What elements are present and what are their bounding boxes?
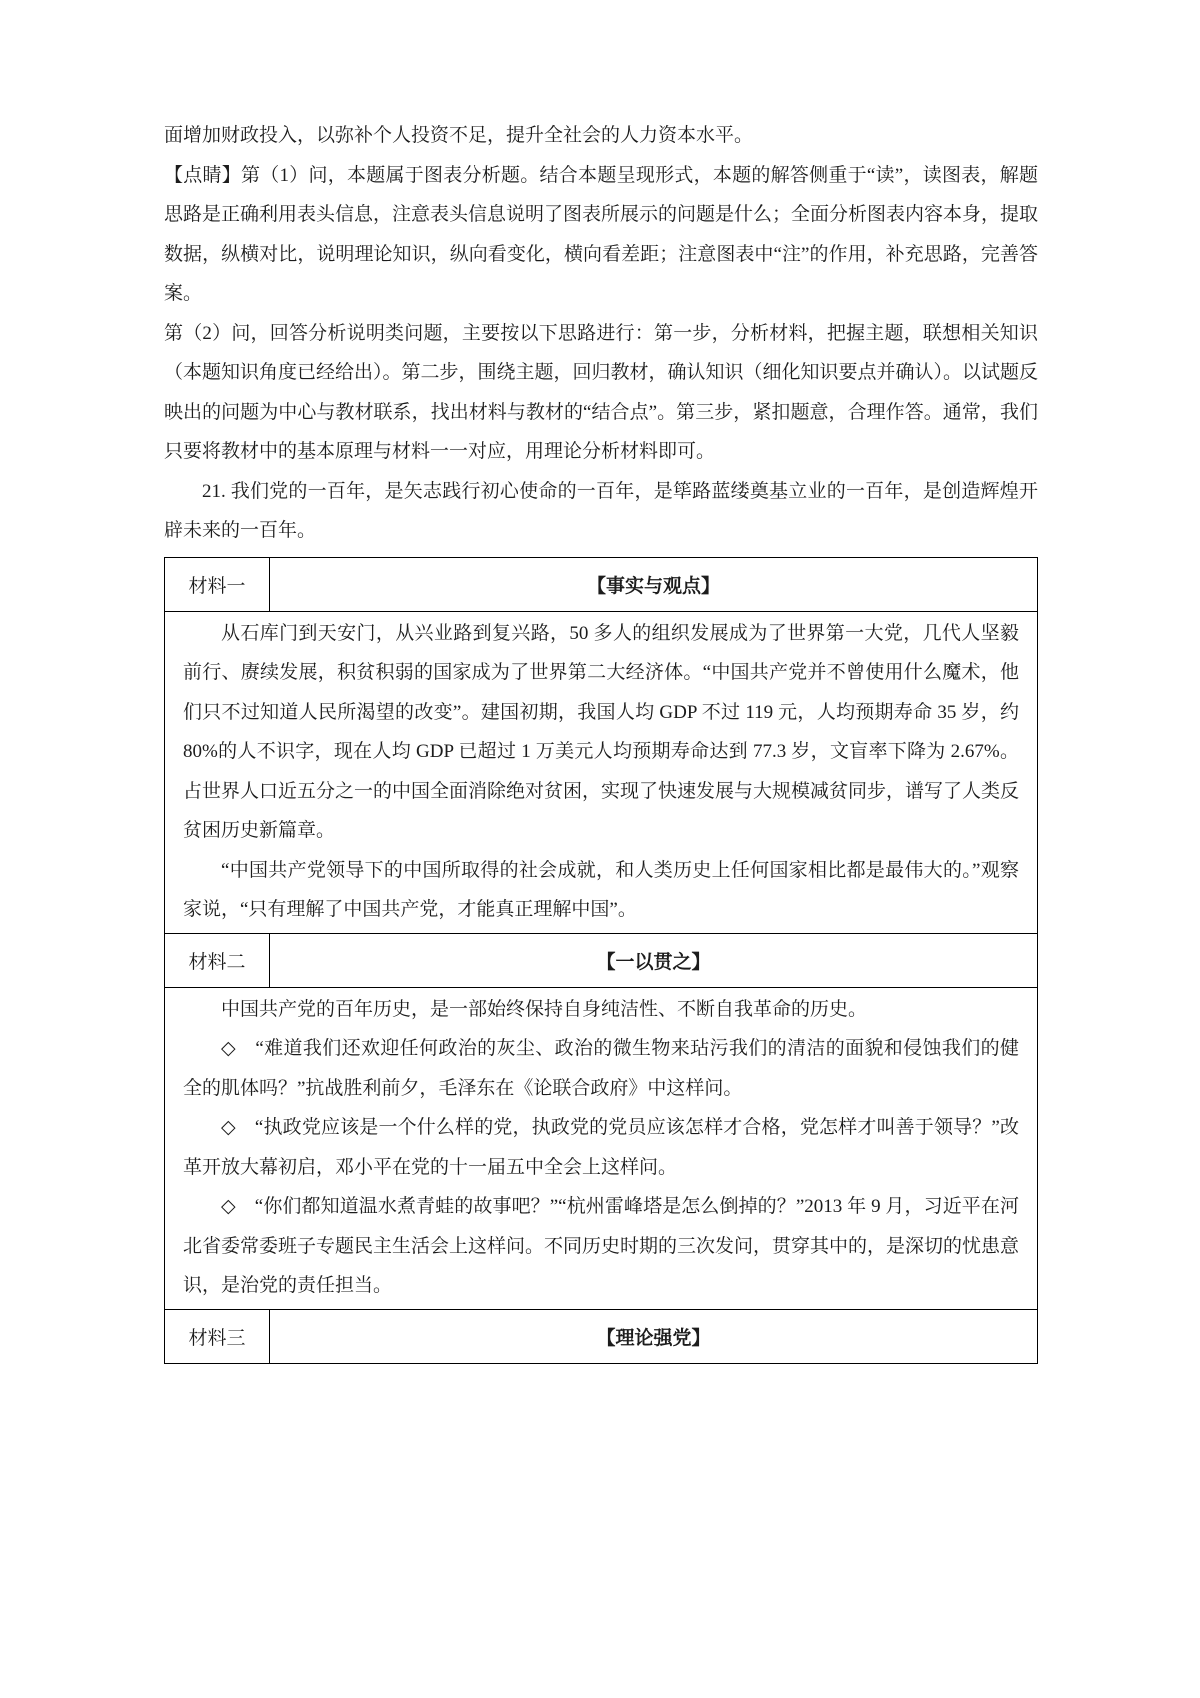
material-paragraph: ◇ “难道我们还欢迎任何政治的灰尘、政治的微生物来玷污我们的清洁的面貌和侵蚀我们的健全的肌体吗？”抗战胜利前夕，毛泽东在《论联合政府》中这样问。 [183,1038,1019,1099]
material-title-2: 【一以贯之】 [270,933,1038,987]
material-content-1 [165,611,1038,933]
material-header-row-1 [165,557,1038,611]
lead-paragraph-4: 21. 我们党的一百年，是矢志践行初心使命的一百年，是筚路蓝缕奠基立业的一百年，是创造辉煌开辟未来的一百年。 [164,480,1038,541]
material-label-1: 材料一 [165,557,270,611]
material-content-row-1 [165,611,1038,933]
material-content-2 [165,987,1038,1309]
material-title-1: 【事实与观点】 [270,557,1038,611]
materials-table [164,557,1038,1364]
material-paragraph: ◇ “你们都知道温水煮青蛙的故事吧？”“杭州雷峰塔是怎么倒掉的？”2013 年 9 月，习近平在河北省委常委班子专题民主生活会上这样问。不同历史时期的三次发问，贯穿其中的，是深切的忧患意识，是治党的责任担当。 [183,1196,1020,1296]
material-label-2: 材料二 [165,933,270,987]
lead-paragraph-1: 面增加财政投入，以弥补个人投资不足，提升全社会的人力资本水平。 [164,125,754,146]
material-title-3: 【理论强党】 [270,1309,1038,1363]
lead-paragraph-3: 第（2）问，回答分析说明类问题，主要按以下思路进行：第一步，分析材料，把握主题，联想相关知识（本题知识角度已经给出）。第二步，围绕主题，回归教材，确认知识（细化知识要点并确认）。以试题反映出的问题为中心与教材联系，找出材料与教材的“结合点”。第三步，紧扣题意，合理作答。通常，我们只要将教材中的基本原理与材料一一对应，用理论分析材料即可。 [164,322,1039,462]
material-paragraph: 中国共产党的百年历史，是一部始终保持自身纯洁性、不断自我革命的历史。 [221,998,868,1020]
material-paragraph: 从石库门到天安门，从兴业路到复兴路，50 多人的组织发展成为了世界第一大党，几代人坚毅前行、赓续发展，积贫积弱的国家成为了世界第二大经济体。“中国共产党并不曾使用什么魔术，他们只不过知道人民所渴望的改变”。建国初期，我国人均 GDP 不过 119 元，人均预期寿命 35 岁，约 80%的人不识字，现在人均 GDP 已超过 1 万美元人均预期寿命达到 77.3 岁，文盲率下降为 2.67%。占世界人口近五分之一的中国全面消除绝对贫困，实现了快速发展与大规模减贫同步，谱写了人类反贫困历史新篇章。 [183,622,1020,841]
materials-table-body [165,557,1038,1363]
material-paragraph: ◇ “执政党应该是一个什么样的党，执政党的党员应该怎样才合格，党怎样才叫善于领导？”改革开放大幕初启，邓小平在党的十一届五中全会上这样问。 [183,1117,1019,1178]
material-header-row-3 [165,1309,1038,1363]
material-label-3: 材料三 [165,1309,270,1363]
lead-paragraph-2: 【点睛】第（1）问，本题属于图表分析题。结合本题呈现形式，本题的解答侧重于“读”，读图表，解题思路是正确利用表头信息，注意表头信息说明了图表所展示的问题是什么；全面分析图表内容本身，提取数据，纵横对比，说明理论知识，纵向看变化，横向看差距；注意图表中“注”的作用，补充思路，完善答案。 [164,164,1039,304]
document-content [164,116,1038,1364]
material-header-row-2 [165,933,1038,987]
lead-paragraphs [164,116,1038,551]
material-paragraph: “中国共产党领导下的中国所取得的社会成就，和人类历史上任何国家相比都是最伟大的。”观察家说，“只有理解了中国共产党，才能真正理解中国”。 [183,859,1019,920]
material-content-row-2 [165,987,1038,1309]
